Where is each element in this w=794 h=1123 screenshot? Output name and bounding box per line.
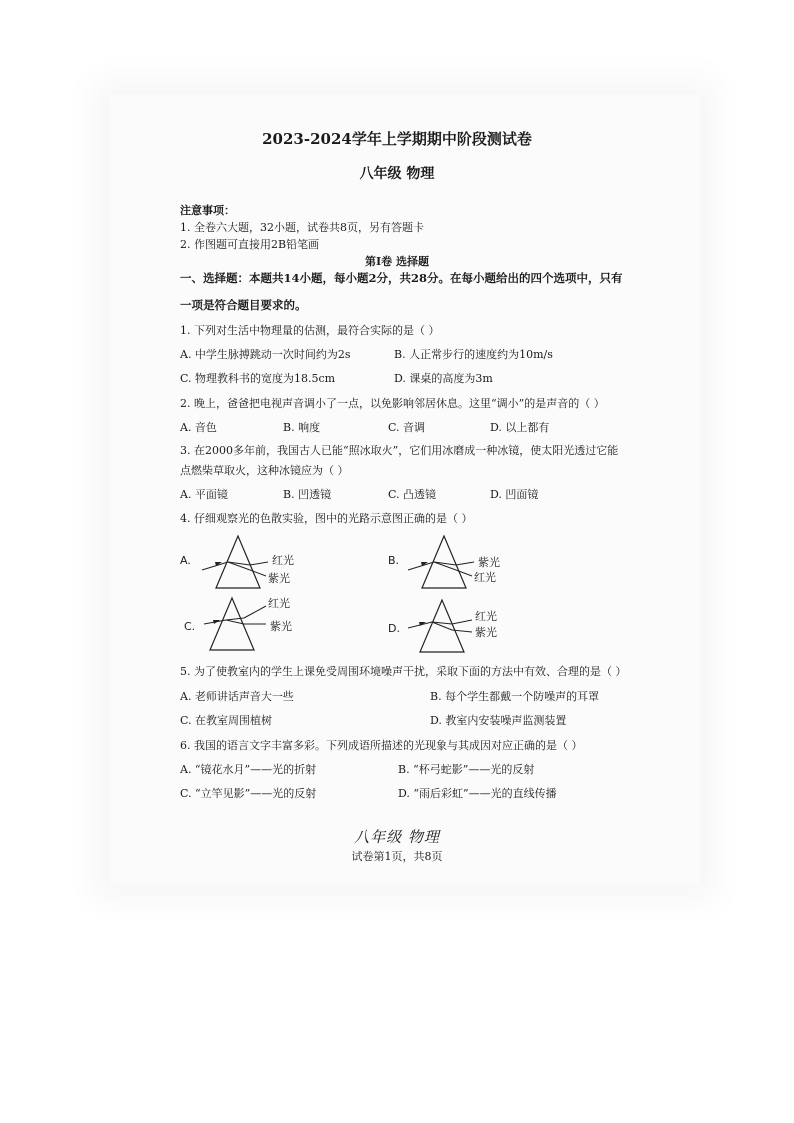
part-title: 第Ⅰ卷 选择题 xyxy=(365,255,429,268)
diagram-b-top-label: 紫光 xyxy=(478,556,500,569)
question-2-option-b: B. 响度 xyxy=(283,421,321,434)
section-instruction: 一、选择题：本题共14小题，每小题2分，共28分。在每小题给出的四个选项中，只有 xyxy=(180,271,623,285)
question-1-option-d: D. 课桌的高度为3m xyxy=(394,372,493,385)
diagram-b-bottom-label: 红光 xyxy=(474,571,496,584)
question-5-stem: 5. 为了使教室内的学生上课免受周围环境噪声干扰，采取下面的方法中有效、合理的是（ ） xyxy=(180,665,627,678)
diagram-a-letter: A. xyxy=(180,554,191,567)
prism-diagram-d xyxy=(382,598,542,658)
diagram-d-bottom-label: 紫光 xyxy=(475,626,497,639)
question-1-option-c: C. 物理教科书的宽度为18.5cm xyxy=(180,372,336,385)
emergent-ray xyxy=(456,562,474,565)
exam-subject: 八年级 物理 xyxy=(359,166,435,182)
emergent-ray xyxy=(250,570,266,576)
page-number: 试卷第1页，共8页 xyxy=(351,850,443,863)
section-instruction-cont: 一项是符合题目要求的。 xyxy=(180,298,307,312)
question-2-stem: 2. 晚上，爸爸把电视声音调小了一点，以免影响邻居休息。这里“调小”的是声音的（ ） xyxy=(180,397,605,410)
question-5-option-d: D. 教室内安装噪声监测装置 xyxy=(430,714,567,727)
prism-diagram-c xyxy=(178,592,338,652)
prism-triangle xyxy=(216,536,260,588)
exam-title: 2023-2024学年上学期期中阶段测试卷 xyxy=(262,130,532,148)
handwritten-subject: 八年级 物理 xyxy=(354,828,440,846)
note-item: 2. 作图题可直接用2B铅笔画 xyxy=(180,238,320,251)
question-3-option-a: A. 平面镜 xyxy=(180,488,228,501)
emergent-ray xyxy=(452,620,472,624)
diagram-d-letter: D. xyxy=(388,622,400,635)
question-4-stem: 4. 仔细观察光的色散实验，图中的光路示意图正确的是（ ） xyxy=(180,512,473,525)
diagram-c-bottom-label: 紫光 xyxy=(270,620,292,633)
diagram-b-letter: B. xyxy=(388,554,400,567)
question-2-option-d: D. 以上都有 xyxy=(490,421,550,434)
diagram-c-top-label: 红光 xyxy=(268,597,290,610)
emergent-ray xyxy=(250,562,268,565)
notes-heading: 注意事项： xyxy=(180,204,235,217)
question-6-stem: 6. 我国的语言文字丰富多彩。下列成语所描述的光现象与其成因对应正确的是（ ） xyxy=(180,739,583,752)
diagram-d-top-label: 红光 xyxy=(475,610,497,623)
note-item: 1. 全卷六大题，32小题，试卷共8页，另有答题卡 xyxy=(180,221,424,234)
question-5-option-b: B. 每个学生都戴一个防噪声的耳罩 xyxy=(430,690,600,703)
question-6-option-a: A. “镜花水月”——光的折射 xyxy=(180,763,317,776)
question-1-option-b: B. 人正常步行的速度约为10m/s xyxy=(394,348,553,361)
question-5-option-a: A. 老师讲话声音大一些 xyxy=(180,690,294,703)
diagram-a-bottom-label: 紫光 xyxy=(268,572,290,585)
question-3-option-c: C. 凸透镜 xyxy=(388,488,437,501)
question-2-option-c: C. 音调 xyxy=(388,421,426,434)
arrow-icon xyxy=(213,620,220,624)
question-3-option-b: B. 凹透镜 xyxy=(283,488,332,501)
question-1-option-a: A. 中学生脉搏跳动一次时间约为2s xyxy=(180,348,351,361)
emergent-ray xyxy=(456,570,472,576)
question-3-stem-cont: 点燃柴草取火，这种冰镜应为（ ） xyxy=(180,464,349,477)
question-1-stem: 1. 下列对生活中物理量的估测，最符合实际的是（ ） xyxy=(180,324,440,337)
question-2-option-a: A. 音色 xyxy=(180,421,217,434)
question-6-option-b: B. “杯弓蛇影”——光的反射 xyxy=(398,763,535,776)
question-5-option-c: C. 在教室周围植树 xyxy=(180,714,273,727)
diagram-c-letter: C. xyxy=(184,620,196,633)
prism-triangle xyxy=(422,536,466,588)
emergent-ray xyxy=(244,606,266,618)
question-6-option-d: D. “雨后彩虹”——光的直线传播 xyxy=(398,787,557,800)
question-3-option-d: D. 凹面镜 xyxy=(490,488,539,501)
question-3-stem: 3. 在2000多年前，我国古人已能“照冰取火”，它们用冰磨成一种冰镜，使太阳光透过它能 xyxy=(180,444,619,457)
diagram-a-top-label: 红光 xyxy=(272,554,294,567)
question-6-option-c: C. “立竿见影”——光的反射 xyxy=(180,787,317,800)
